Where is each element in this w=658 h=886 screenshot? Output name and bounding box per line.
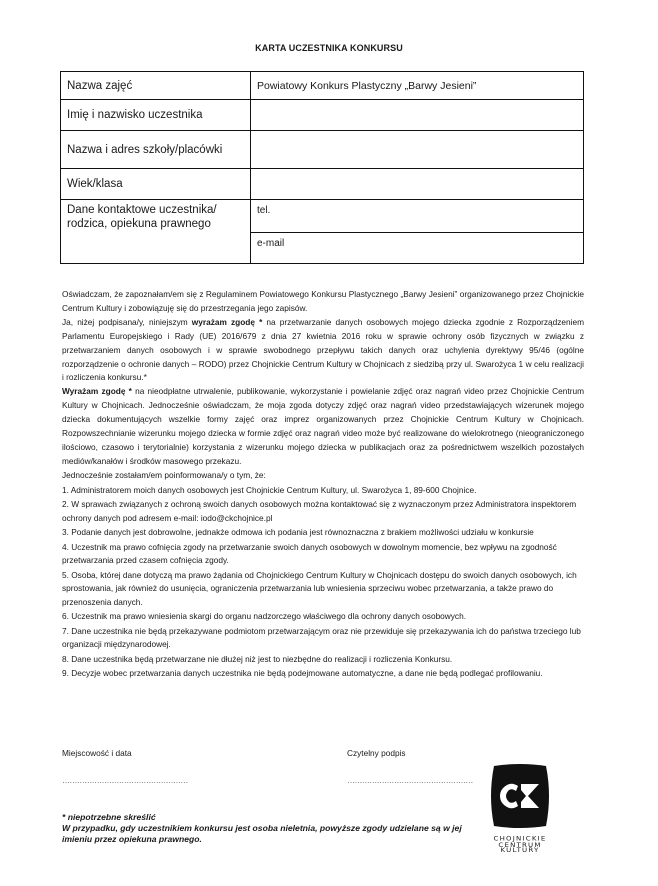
table-row xyxy=(61,131,584,169)
label-school-address: Nazwa i adres szkoły/placówki xyxy=(61,131,251,169)
place-date-field[interactable]: …………………………………………… xyxy=(62,776,188,785)
consent-text: na nieodpłatne utrwalenie, publikowanie, wykorzystanie i powielanie zdjęć oraz nagrań video przez Chojnickie Centrum Kultury w Chojnicach. Jednocześnie oświadczam, że moja zgoda dotyczy zdjęć oraz nagrań video przedstawiających wizerunek mojego dziecka dokumentujących wszelkie formy zajęć oraz imprez organizowanych przez Chojnickie Centrum Kultury w Chojnicach. Rozpowszechnianie wizerunku mojego dziecka w formie zdjęć oraz nagrań video może być realizowane do wielokrotnego (nieograniczonego ilościowo, czasowo i terytorialnie) korzystania z wizerunku mojego dziecka w publikacjach oraz za pośrednictwem wszelkich pozostałych mediów/kanałów i środków masowego przekazu. xyxy=(62,386,584,466)
field-age-class[interactable] xyxy=(251,169,584,200)
ck-logo-text xyxy=(488,836,552,854)
list-item: 5. Osoba, której dane dotyczą ma prawo żądania od Chojnickiego Centrum Kultury w Chojnicach dostępu do swoich danych osobowych, ich sprostowania, jak również do usunięcia, ograniczenia przetwarzania lub wniesienia sprzeciwu wobec przetwarzania, a także prawo do przenoszenia danych. xyxy=(62,569,577,607)
footnote-strike-note: * niepotrzebne skreślić xyxy=(62,812,156,822)
logo-text-line: CHOJNICKIE xyxy=(493,835,547,843)
field-school-address[interactable] xyxy=(251,131,584,169)
field-participant-name[interactable] xyxy=(251,100,584,131)
field-phone[interactable]: tel. xyxy=(251,200,584,233)
field-email[interactable]: e-mail xyxy=(251,233,584,264)
footnote xyxy=(62,812,482,845)
ck-logo xyxy=(488,764,552,855)
label-contact-data: Dane kontaktowe uczestnika/ rodzica, opiekuna prawnego xyxy=(61,200,251,264)
participant-form-table xyxy=(60,71,584,264)
label-age-class: Wiek/klasa xyxy=(61,169,251,200)
table-row xyxy=(61,100,584,131)
list-item: 6. Uczestnik ma prawo wniesienia skargi do organu nadzorczego właściwego dla ochrony danych osobowych. xyxy=(62,611,466,622)
declaration-body xyxy=(62,288,584,682)
signature-label: Czytelny podpis xyxy=(347,748,406,758)
consent-text: Ja, niżej podpisana/y, niniejszym xyxy=(62,316,192,327)
declaration-informed: Jednocześnie zostałam/em poinformowana/y o tym, że: xyxy=(62,469,266,480)
list-item: 7. Dane uczestnika nie będą przekazywane podmiotom przetwarzającym oraz nie przewiduje się przekazywania ich do państwa trzeciego lub organizacji międzynarodowej. xyxy=(62,625,581,650)
list-item: 2. W sprawach związanych z ochroną swoich danych osobowych można kontaktować się z wyznaczonym przez Administratora inspektorem ochrony danych pod adresem e-mail: iodo@ckchojnice.pl xyxy=(62,499,577,523)
logo-text-line: CENTRUM xyxy=(498,840,542,849)
document-title: KARTA UCZESTNIKA KONKURSU xyxy=(255,43,403,53)
info-list xyxy=(62,484,584,681)
label-participant-name: Imię i nazwisko uczestnika xyxy=(61,100,251,131)
declaration-regulations: Oświadczam, że zapoznałam/em się z Regulaminem Powiatowego Konkursu Plastycznego „Barwy Jesieni” organizowanego przez Chojnickie Centrum Kultury i zobowiązuję się do przestrzegania jego zapisów. xyxy=(62,289,584,313)
footnote-minor-note: W przypadku, gdy uczestnikiem konkursu jest osoba nieletnia, powyższe zgody udzielane są w jej imieniu przez opiekuna prawnego. xyxy=(62,823,462,844)
list-item: 3. Podanie danych jest dobrowolne, jednakże odmowa ich podania jest równoznaczna z brakiem możliwości udziału w konkursie xyxy=(62,527,534,538)
signature-field[interactable]: …………………………………………… xyxy=(347,776,473,785)
place-date-label: Miejscowość i data xyxy=(62,748,132,758)
list-item: 1. Administratorem moich danych osobowych jest Chojnickie Centrum Kultury, ul. Swarożyca 1, 89-600 Chojnice. xyxy=(62,484,477,495)
declaration-data-consent xyxy=(62,316,584,386)
ck-logo-mark-icon xyxy=(488,764,552,828)
list-item: 8. Dane uczestnika będą przetwarzane nie dłużej niż jest to niezbędne do realizacji i rozliczenia Konkursu. xyxy=(62,653,453,664)
table-row xyxy=(61,200,584,233)
list-item: 9. Decyzje wobec przetwarzania danych uczestnika nie będą podejmowane automatyczne, a dane nie będą podlegać profilowaniu. xyxy=(62,668,543,679)
consent-bold: Wyrażam zgodę * xyxy=(62,386,132,397)
consent-bold: wyrażam zgodę * xyxy=(191,316,263,327)
list-item: 4. Uczestnik ma prawo cofnięcia zgody na przetwarzanie swoich danych osobowych w dowolnym momencie, bez wpływu na zgodność przetwarzania przed czasem cofnięcia zgody. xyxy=(62,541,557,566)
table-row xyxy=(61,169,584,200)
declaration-image-consent xyxy=(62,385,584,468)
field-activity-name[interactable]: Powiatowy Konkurs Plastyczny „Barwy Jesieni” xyxy=(251,72,584,100)
consent-text: na przetwarzanie danych osobowych mojego dziecka zgodnie z Rozporządzeniem Parlamentu Europejskiego i Rady (UE) 2016/679 z dnia 27 kwietnia 2016 roku w sprawie ochrony osób fizycznych w związku z przetwarzaniem danych osobowych i w sprawie swobodnego przepływu takich danych oraz uchylenia dyrektywy 95/46 (ogólne rozporządzenie o ochronie danych – RODO) przez Chojnickie Centrum Kultury w Chojnicach z siedzibą przy ul. Swarożyca 1 w celu realizacji i rozliczenia konkursu.* xyxy=(62,316,584,383)
table-row xyxy=(61,72,584,100)
label-activity-name: Nazwa zajęć xyxy=(61,72,251,100)
logo-text-line: KULTURY xyxy=(500,846,540,854)
